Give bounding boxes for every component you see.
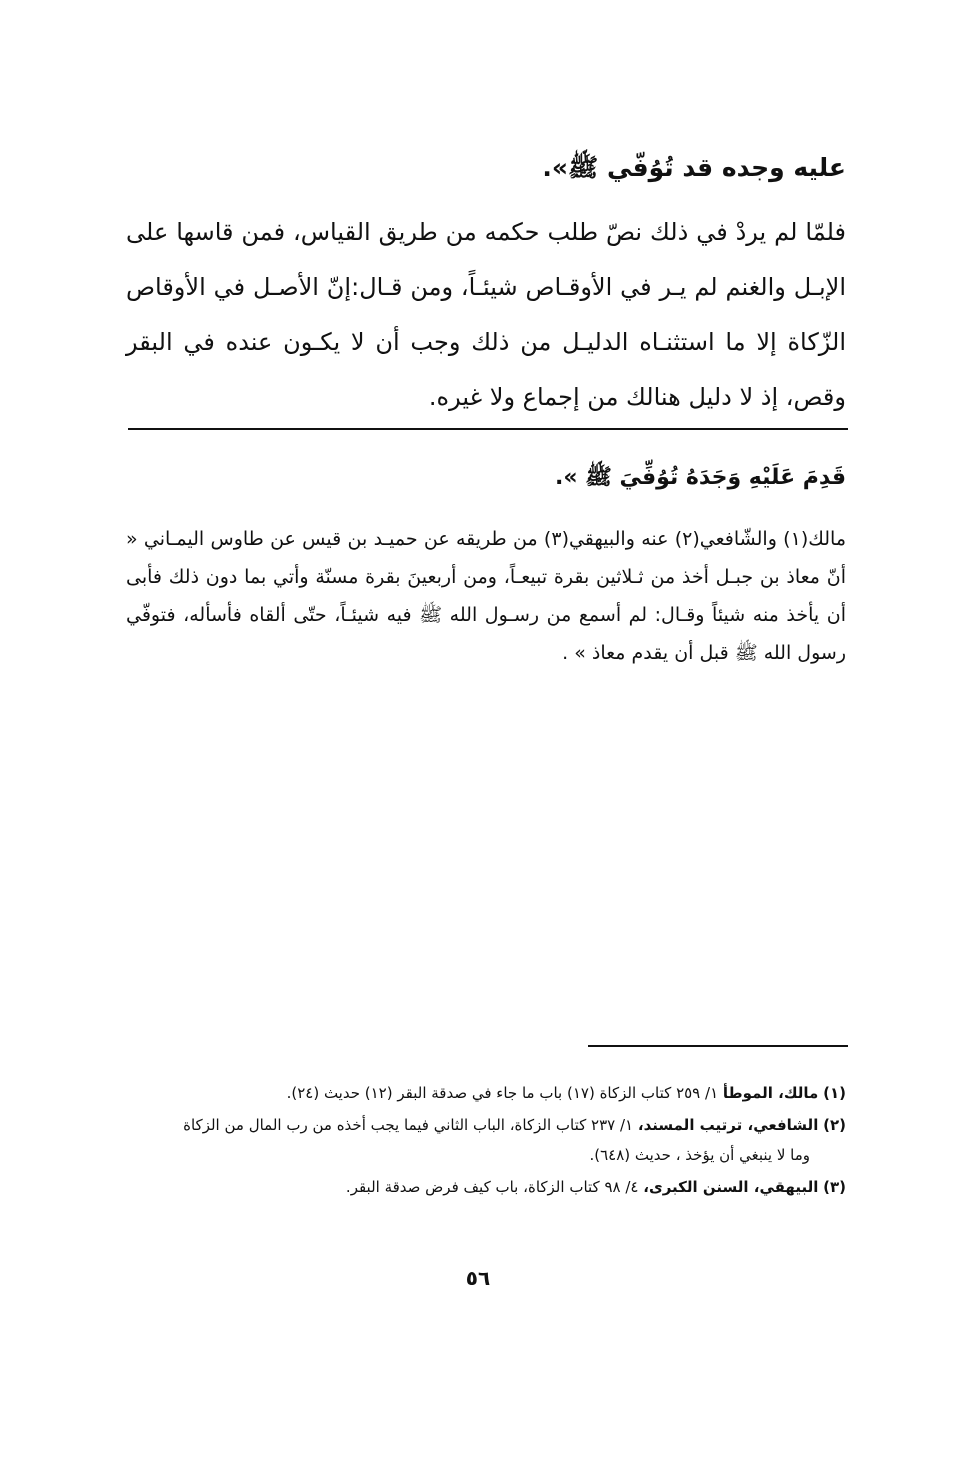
section-divider bbox=[128, 428, 848, 430]
footnote-2 bbox=[111, 1110, 846, 1170]
footnote-text: ١/ ٢٣٧ كتاب الزكاة، الباب الثاني فيما يجب أخذه من رب المال من الزكاة bbox=[183, 1116, 634, 1134]
footnote-divider bbox=[588, 1045, 848, 1047]
footnote-marker: (٣) bbox=[823, 1178, 846, 1196]
quote-title: قَدِمَ عَلَيْهِ وَجَدَهُ تُوُفِّيَ ﷺ ». bbox=[555, 465, 846, 490]
footnote-3 bbox=[111, 1172, 846, 1202]
quote-body: مالك(١) والشّافعي(٢) عنه والبيهقي(٣) من طريقه عن حميـد بن قيس عن طاوس اليمـاني « أنّ معاذ بن جبـل أخذ من ثـلاثين بقرة تبيعـاً، ومن أربعينَ بقرة مسنّة وأتي بما دون ذلك فأبى أن يأخذ منه شيئاً وقـال: لم أسمع من رسـول الله ﷺ فيه شيئـاً، حتّى ألقاه فأسأله، فتوفّي رسول الله ﷺ قبل أن يقدم معاذ » . bbox=[126, 528, 846, 664]
page-number: ٥٦ bbox=[465, 1266, 491, 1290]
footnote-text: ٤/ ٩٨ كتاب الزكاة، باب كيف فرض صدقة البقر. bbox=[345, 1178, 639, 1196]
footnote-text: ١/ ٢٥٩ كتاب الزكاة (١٧) باب ما جاء في صدقة البقر (١٢) حديث (٢٤). bbox=[286, 1084, 719, 1102]
footnote-source: مالك، الموطأ bbox=[722, 1084, 819, 1102]
lead-line: عليه وجده قد تُوُفّي ﷺ». bbox=[542, 153, 846, 182]
footnote-source: الشافعي، ترتيب المسند، bbox=[637, 1116, 819, 1134]
footnote-marker: (١) bbox=[823, 1084, 846, 1102]
footnote-continuation: وما لا ينبغي أن يؤخذ ، حديث (٦٤٨). bbox=[589, 1146, 810, 1164]
main-paragraph: فلمّا لم يردْ في ذلك نصّ طلب حكمه من طريق القياس، فمن قاسها على الإبـل والغنم لم يـر في الأوقـاص شيئـاً، ومن قـال:إنّ الأصـل في الأوقاص الزّكاة إلا ما استثنـاه الدليـل من ذلك وجب أن لا يكـون عنده في البقر وقص، إذ لا دليل هنالك من إجماع ولا غيره. bbox=[126, 218, 846, 411]
footnote-source: البيهقي، السنن الكبرى، bbox=[643, 1178, 819, 1196]
footnote-1 bbox=[111, 1078, 846, 1108]
footnote-marker: (٢) bbox=[823, 1116, 846, 1134]
footnotes bbox=[111, 1078, 846, 1204]
